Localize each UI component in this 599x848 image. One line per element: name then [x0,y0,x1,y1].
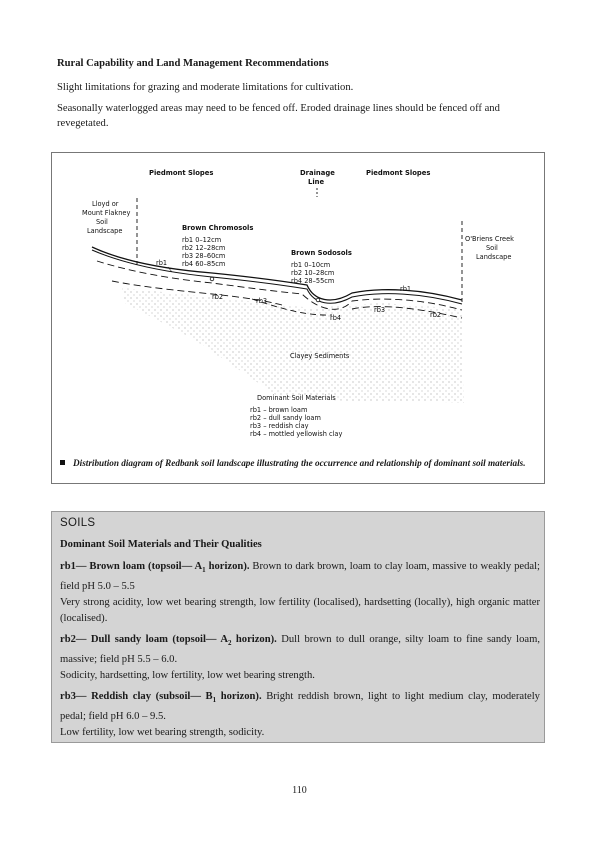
soils-subtitle: Dominant Soil Materials and Their Qualities [60,539,262,550]
rb2-heading: rb2— Dull sandy loam (topsoil— $A_2$ horizon). [60,634,277,648]
chromosols-row: rb4 60–85cm [182,260,226,268]
legend-title: Dominant Soil Materials [257,394,336,402]
rb3-description: Bright reddish brown, light to light medium clay, moderately pedal; field pH 6.0 – 9.5. [60,691,540,722]
label-drainage-2: Line [308,178,325,186]
sodosols-row: rb2 10–28cm [291,269,335,277]
layer-label-rb3-mid: rb3 [256,297,268,305]
layer-label-rb2-left: rb2 [212,293,224,301]
layer-label-rb2-right: rb2 [430,311,442,319]
legend-row: rb3 – reddish clay [250,422,309,430]
soils-title: SOILS [60,517,96,529]
label-piedmont-right: Piedmont Slopes [366,169,431,177]
legend-row: rb1 – brown loam [250,406,308,414]
label-lloyd-3: Soil [96,218,108,226]
rb1-description: Brown to dark brown, loam to clay loam, massive to weakly pedal; field pH 5.0 – 5.5 [60,561,540,592]
layer-label-rb1-left: rb1 [156,259,168,267]
legend-row: rb2 – dull sandy loam [250,414,321,422]
page-number: 110 [292,785,307,796]
chromosols-row: rb2 12–28cm [182,244,226,252]
rb1-qualities: Very strong acidity, low wet bearing strength, low fertility (localised), hardsetting (locally), high organic matter (localised). [60,597,540,624]
label-lloyd-2: Mount Flakney [82,209,131,217]
sodosols-row: rb1 0–10cm [291,261,331,269]
sodosols-title: Brown Sodosols [291,249,352,257]
label-lloyd-4: Landscape [87,227,123,235]
label-drainage-1: Drainage [300,169,335,177]
label-obriens-3: Landscape [476,253,512,261]
profile-marker-chromosols [210,277,214,281]
rb1-definition [60,559,540,594]
rb3-definition [60,689,540,724]
label-piedmont-left: Piedmont Slopes [149,169,214,177]
layer-label-rb3-right: rb3 [374,306,386,314]
label-lloyd-1: Lloyd or [92,200,119,208]
chromosols-row: rb3 28–60cm [182,252,226,260]
label-obriens-2: Soil [486,244,498,252]
intro-paragraph-2: Seasonally waterlogged areas may need to be fenced off. Eroded drainage lines should be fenced off and revegetated. [57,103,500,129]
label-clayey-sediments: Clayey Sediments [290,352,350,360]
rb3-qualities: Low fertility, low wet bearing strength, sodicity. [60,727,265,738]
rb3-heading: rb3— Reddish clay (subsoil— $B_1$ horizon). [60,691,262,705]
chromosols-row: rb1 0–12cm [182,236,222,244]
section-heading: Rural Capability and Land Management Recommendations [57,58,329,69]
figure-frame [51,152,545,484]
rb1-heading: rb1— Brown loam (topsoil— $A_1$ horizon). [60,561,250,575]
caption-text: Distribution diagram of Redbank soil landscape illustrating the occurrence and relationship of dominant soil materials. [73,458,526,468]
bullet-icon [60,460,65,465]
layer-label-rb1-right: rb1 [400,285,412,293]
soil-distribution-diagram [52,153,544,483]
intro-paragraph-1: Slight limitations for grazing and moderate limitations for cultivation. [57,82,354,93]
legend-row: rb4 – mottled yellowish clay [250,430,343,438]
clayey-sediments-area [122,288,464,403]
figure-caption [60,457,538,470]
rb2-qualities: Sodicity, hardsetting, low fertility, low wet bearing strength. [60,670,315,681]
rb2-description: Dull brown to dull orange, silty loam to fine sandy loam, massive; field pH 5.5 – 6.0. [60,634,540,665]
soils-panel [51,511,545,743]
sodosols-row: rb4 28–55cm [291,277,335,285]
rb2-definition [60,632,540,667]
chromosols-title: Brown Chromosols [182,224,254,232]
layer-label-rb4-mid: rb4 [330,314,342,322]
profile-marker-sodosols [316,298,320,302]
label-obriens-1: O'Briens Creek [465,235,514,243]
